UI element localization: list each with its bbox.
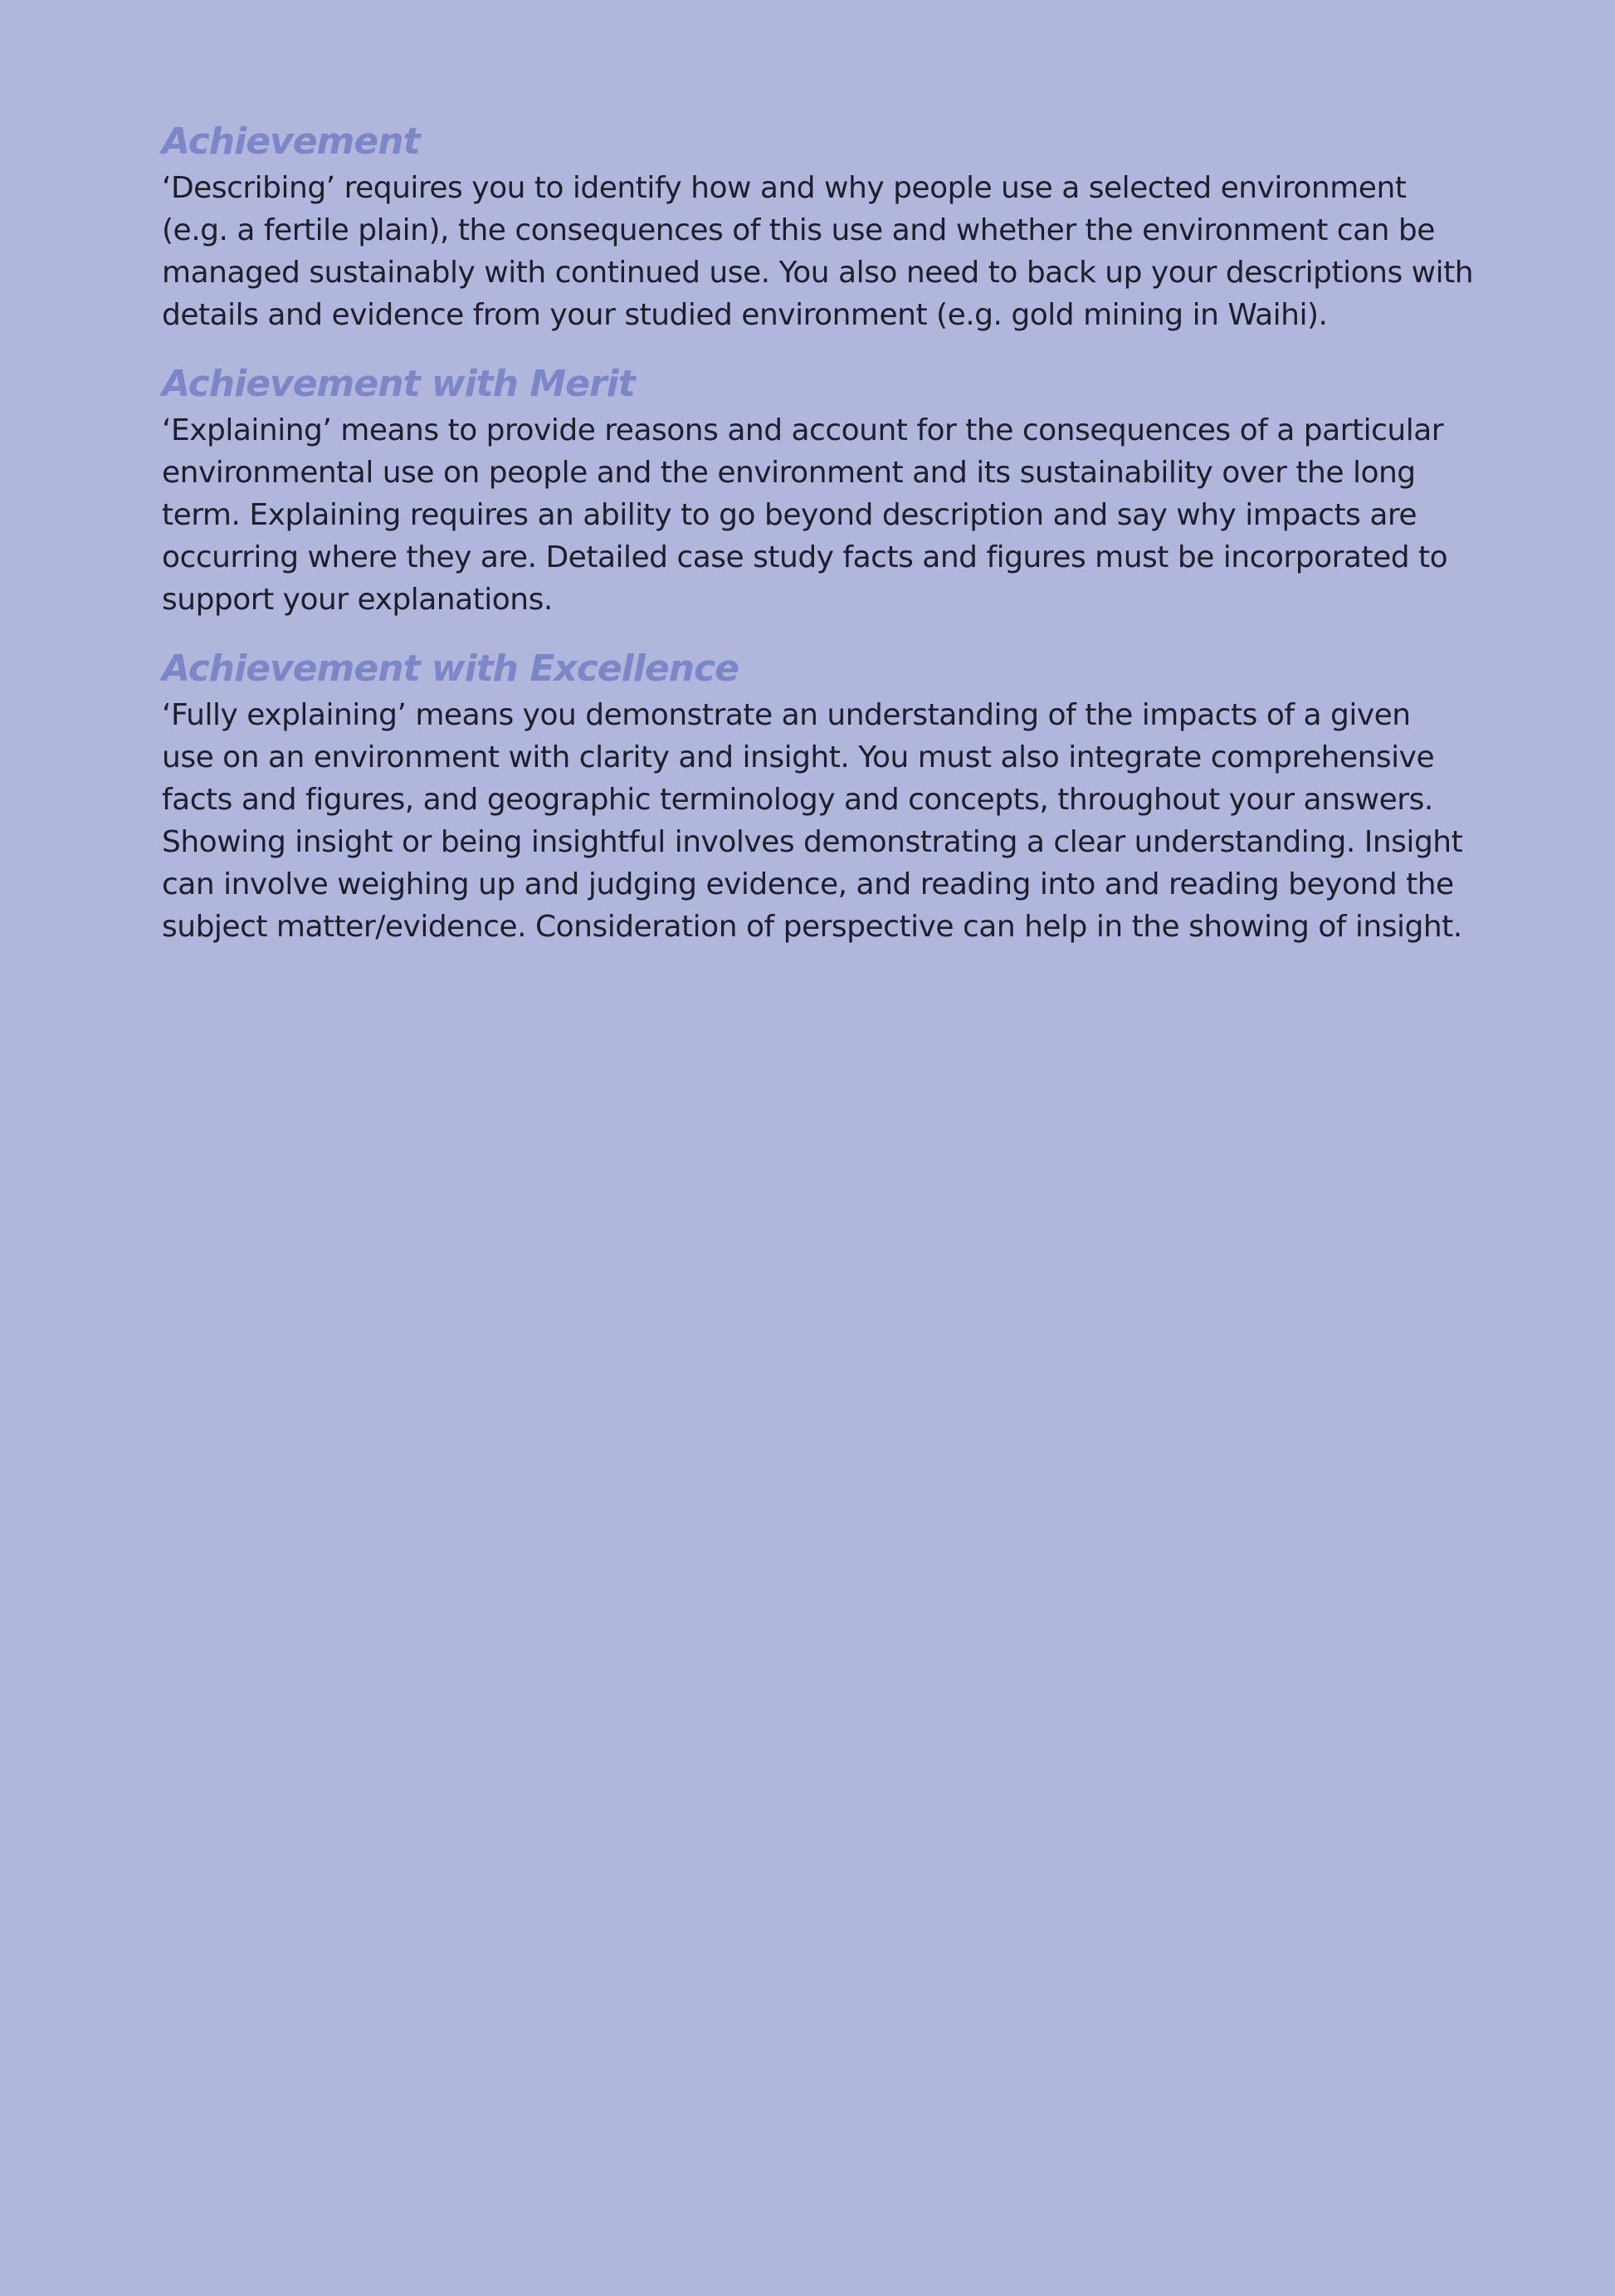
section-achievement bbox=[162, 117, 1523, 336]
section-achievement-with-merit bbox=[162, 359, 1523, 621]
section-body: ‘Explaining’ means to provide reasons and account for the consequences of a particular environmental use on people and the environment and its sustainability over the long term. Explaining requires an ability to go beyond description and say why impacts are occurring where they are. Detailed case study facts and figures must be incorporated to support your explanations. bbox=[162, 413, 1448, 617]
section-heading: Achievement bbox=[162, 120, 420, 163]
section-heading: Achievement with Excellence bbox=[162, 647, 739, 690]
section-body: ‘Describing’ requires you to identify how and why people use a selected environment (e.g. a fertile plain), the consequences of this use and whether the environment can be managed sustainably with continued use. You also need to back up your descriptions with details and evidence from your studied environment (e.g. gold mining in Waihi). bbox=[162, 171, 1474, 332]
section-body: ‘Fully explaining’ means you demonstrate an understanding of the impacts of a given use on an environment with clarity and insight. You must also integrate comprehensive facts and figures, and geographic terminology and concepts, throughout your answers. Showing insight or being insightful involves demonstrating a clear understanding. Insight can involve weighing up and judging evidence, and reading into and reading beyond the subject matter/evidence. Consideration of perspective can help in the showing of insight. bbox=[162, 698, 1463, 944]
section-heading: Achievement with Merit bbox=[162, 363, 635, 405]
achievement-criteria bbox=[162, 117, 1523, 971]
section-achievement-with-excellence bbox=[162, 644, 1523, 948]
